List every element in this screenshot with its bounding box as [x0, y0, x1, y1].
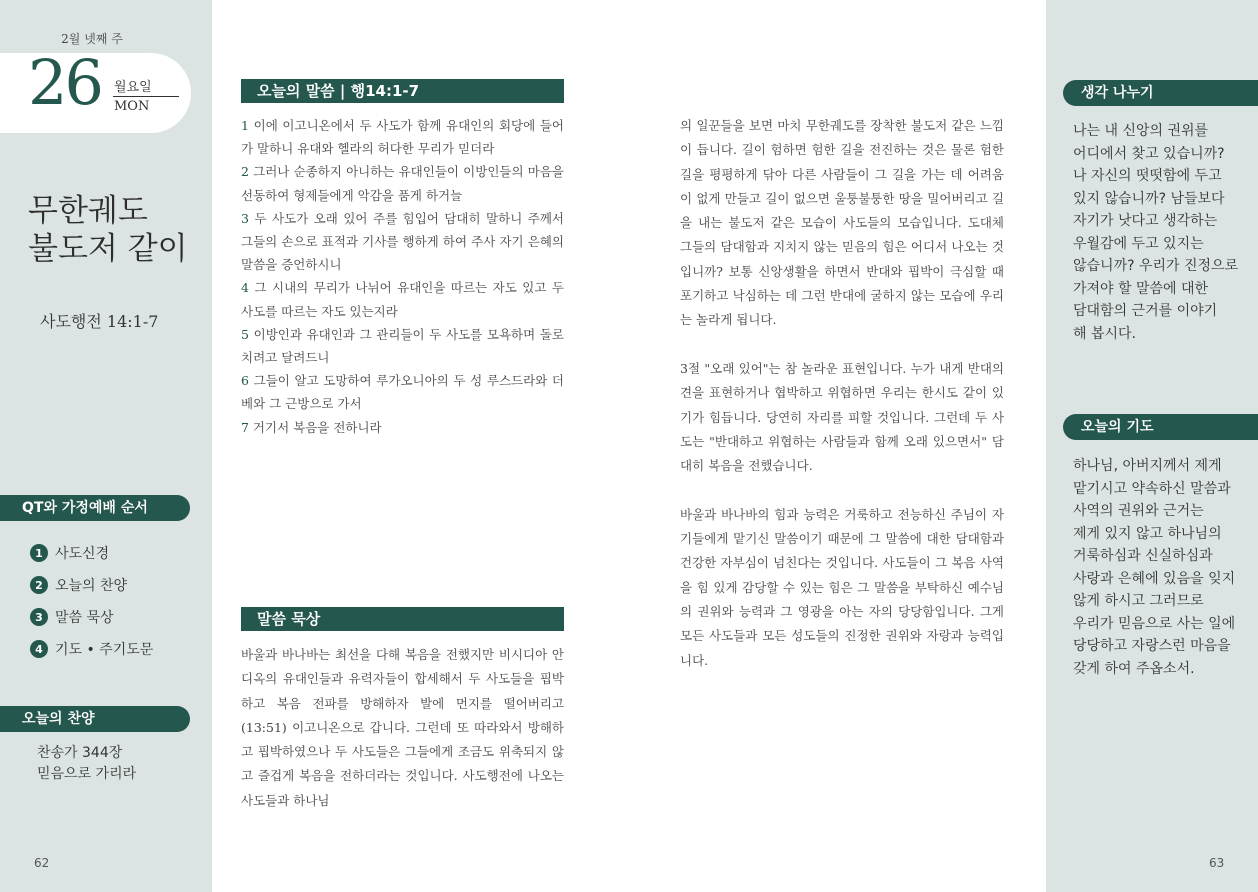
order-item-label: 기도 • 주기도문 — [55, 642, 154, 658]
text-line: 갖게 하여 주옵소서. — [1073, 660, 1195, 677]
page-number-left: 62 — [34, 856, 50, 870]
hymn-number: 찬송가 344장 — [37, 745, 123, 761]
text-line: 우리가 믿음으로 사는 일에 — [1073, 615, 1236, 632]
order-item-label: 사도신경 — [55, 546, 110, 562]
hymn-info — [37, 743, 136, 785]
paragraph: 의 일꾼들을 보면 마치 무한궤도를 장착한 불도저 같은 느낌이 듭니다. 길이 험하면 험한 길을 전진하는 것은 물론 험한 길을 평평하게 닦아 다른 사람들이 그 길을 가는 데 어려움이 없게 만들고 길이 없으면 울퉁불퉁한 땅을 밀어버리고 길을 내는 불도저 같은 모습이 사도들의 모습입니다. 도대체 그들의 담대함과 지치지 않는 믿음의 힘은 어디서 나오는 것입니까? 보통 신앙생활을 하면서 반대와 핍박이 극심할 때 포기하고 낙심하는 데 그런 반대에 굴하지 않는 모습에 우리는 놀라게 됩니다. — [680, 118, 1004, 328]
todays-word-heading: 오늘의 말씀 | 행14:1-7 — [241, 79, 564, 103]
verse-text: 그 시내의 무리가 나뉘어 유대인을 따르는 자도 있고 두 사도를 따르는 자도 있는지라 — [241, 280, 564, 319]
hymn-heading: 오늘의 찬양 — [0, 706, 190, 732]
verse-number: 6 — [241, 373, 249, 389]
order-item — [30, 639, 153, 659]
page-number-right: 63 — [1209, 856, 1225, 870]
number-badge: 4 — [30, 640, 48, 658]
verse-text: 이방인과 유대인과 그 관리들이 두 사도를 모욕하며 돌로 치려고 달려드니 — [241, 326, 564, 366]
text-line: 나 자신의 떳떳함에 두고 — [1073, 168, 1222, 184]
text-line: 나는 내 신앙의 권위를 — [1073, 123, 1209, 139]
page-title — [28, 192, 188, 268]
text-line: 하나님, 아버지께서 제게 — [1073, 458, 1222, 474]
verse-number: 4 — [241, 280, 249, 296]
verse-number: 2 — [241, 164, 249, 180]
day-english: MON — [114, 99, 150, 114]
text-line: 않습니까? 우리가 진정으로 — [1073, 258, 1239, 274]
text-line: 가져야 할 말씀에 대한 — [1073, 280, 1209, 297]
verse-number: 3 — [241, 210, 249, 226]
paragraph: 바울과 바나바의 힘과 능력은 거룩하고 전능하신 주님이 자기들에게 맡기신 말씀이기 때문에 그 말씀에 대한 담대함과 건강한 자부심이 넘친다는 것입니다. 사도들이 그 복음 사역을 힘 있게 감당할 수 있는 힘은 그 말씀을 부탁하신 예수님의 권위와 능력과 그 영광을 아는 자의 당당함입니다. 그게 모든 사도들과 모든 성도들의 진정한 권위와 자랑과 능력입니다. — [680, 506, 1004, 668]
prayer-heading: 오늘의 기도 — [1063, 414, 1258, 440]
text-line: 거룩하심과 신실하심과 — [1073, 548, 1213, 564]
verse — [241, 323, 564, 369]
text-line: 해 봅시다. — [1073, 325, 1136, 342]
share-text — [1073, 120, 1258, 345]
verse-list — [241, 114, 564, 439]
order-item — [30, 543, 109, 563]
text-line: 우월감에 두고 있지는 — [1073, 235, 1204, 252]
meditation-heading: 말씀 묵상 — [241, 607, 564, 631]
verse-text: 그들이 알고 도망하여 루가오니아의 두 성 루스드라와 더베와 그 근방으로 가서 — [241, 373, 564, 412]
date-divider — [113, 96, 179, 97]
share-heading: 생각 나누기 — [1063, 80, 1258, 106]
verse — [241, 160, 564, 206]
text-line: 사역의 권위와 근거는 — [1073, 503, 1204, 519]
verse-number: 1 — [241, 118, 249, 133]
text-line: 제게 있지 않고 하나님의 — [1073, 525, 1222, 542]
order-item-label: 말씀 묵상 — [55, 610, 114, 626]
text-line: 당당하고 자랑스런 마음을 — [1073, 638, 1231, 654]
verse — [241, 416, 564, 439]
text-line: 맡기시고 약속하신 말씀과 — [1073, 480, 1231, 497]
prayer-text — [1073, 455, 1258, 680]
scripture-reference: 사도행전 14:1-7 — [40, 312, 159, 331]
number-badge: 3 — [30, 608, 48, 626]
number-badge: 1 — [30, 544, 48, 562]
text-line: 자기가 낫다고 생각하는 — [1073, 213, 1218, 229]
verse-text: 두 사도가 오래 있어 주를 힘입어 담대히 말하니 주께서 그들의 손으로 표적과 기사를 행하게 하여 주사 자기 은혜의 말씀을 증언하시니 — [241, 210, 564, 273]
verse-text: 그러나 순종하지 아니하는 유대인들이 이방인들의 마음을 선동하여 형제들에게 악감을 품게 하거늘 — [241, 164, 564, 203]
order-item-label: 오늘의 찬양 — [55, 578, 128, 594]
title-line: 무한궤도 — [28, 193, 148, 229]
number-badge: 2 — [30, 576, 48, 594]
verse — [241, 207, 564, 277]
verse — [241, 369, 564, 415]
text-line: 어디에서 찾고 있습니까? — [1073, 145, 1225, 162]
verse — [241, 114, 564, 160]
text-line: 사랑과 은혜에 있음을 잊지 — [1073, 570, 1236, 587]
title-line: 불도저 같이 — [28, 231, 188, 267]
week-label: 2월 넷째 주 — [61, 32, 123, 46]
text-line: 있지 않습니까? 남들보다 — [1073, 190, 1225, 207]
verse — [241, 276, 564, 322]
order-item — [30, 607, 114, 627]
text-line: 담대함의 근거를 이야기 — [1073, 303, 1218, 319]
verse-text: 거기서 복음을 전하니라 — [248, 419, 382, 435]
verse-text: 이에 이고니온에서 두 사도가 함께 유대인의 회당에 들어가 말하니 유대와 헬라의 허다한 무리가 믿더라 — [241, 118, 564, 157]
text-line: 않게 하시고 그러므로 — [1073, 593, 1204, 609]
meditation-continued — [680, 114, 1004, 697]
order-item — [30, 575, 127, 595]
date-number: 26 — [28, 46, 101, 119]
meditation-text: 바울과 바나바는 최선을 다해 복음을 전했지만 비시디아 안디옥의 유대인들과 유력자들이 합세해서 두 사도들을 핍박하고 복음 전파를 방해하자 발에 먼지를 떨어버리고(13:51) 이고니온으로 갑니다. 그런데 또 따라와서 방해하고 핍박하였으나 두 사도들은 그들에게 조금도 위축되지 않고 즐겁게 복음을 전하더라는 것입니다. 사도행전에 나오는 사도들과 하나님 — [241, 647, 564, 808]
day-korean: 월요일 — [114, 80, 152, 95]
paragraph: 3절 "오래 있어"는 참 놀라운 표현입니다. 누가 내게 반대의견을 표현하거나 협박하고 위협하면 우리는 한시도 같이 있기가 힘듭니다. 당연히 자리를 피할 것입니다. 그런데 두 사도는 "반대하고 위협하는 사람들과 함께 오래 있으면서" 담대히 복음을 전했습니다. — [680, 360, 1004, 474]
verse-number: 5 — [241, 326, 249, 342]
verse-number: 7 — [241, 419, 249, 435]
hymn-title: 믿음으로 가리라 — [37, 766, 137, 782]
order-heading: QT와 가정예배 순서 — [0, 495, 190, 521]
